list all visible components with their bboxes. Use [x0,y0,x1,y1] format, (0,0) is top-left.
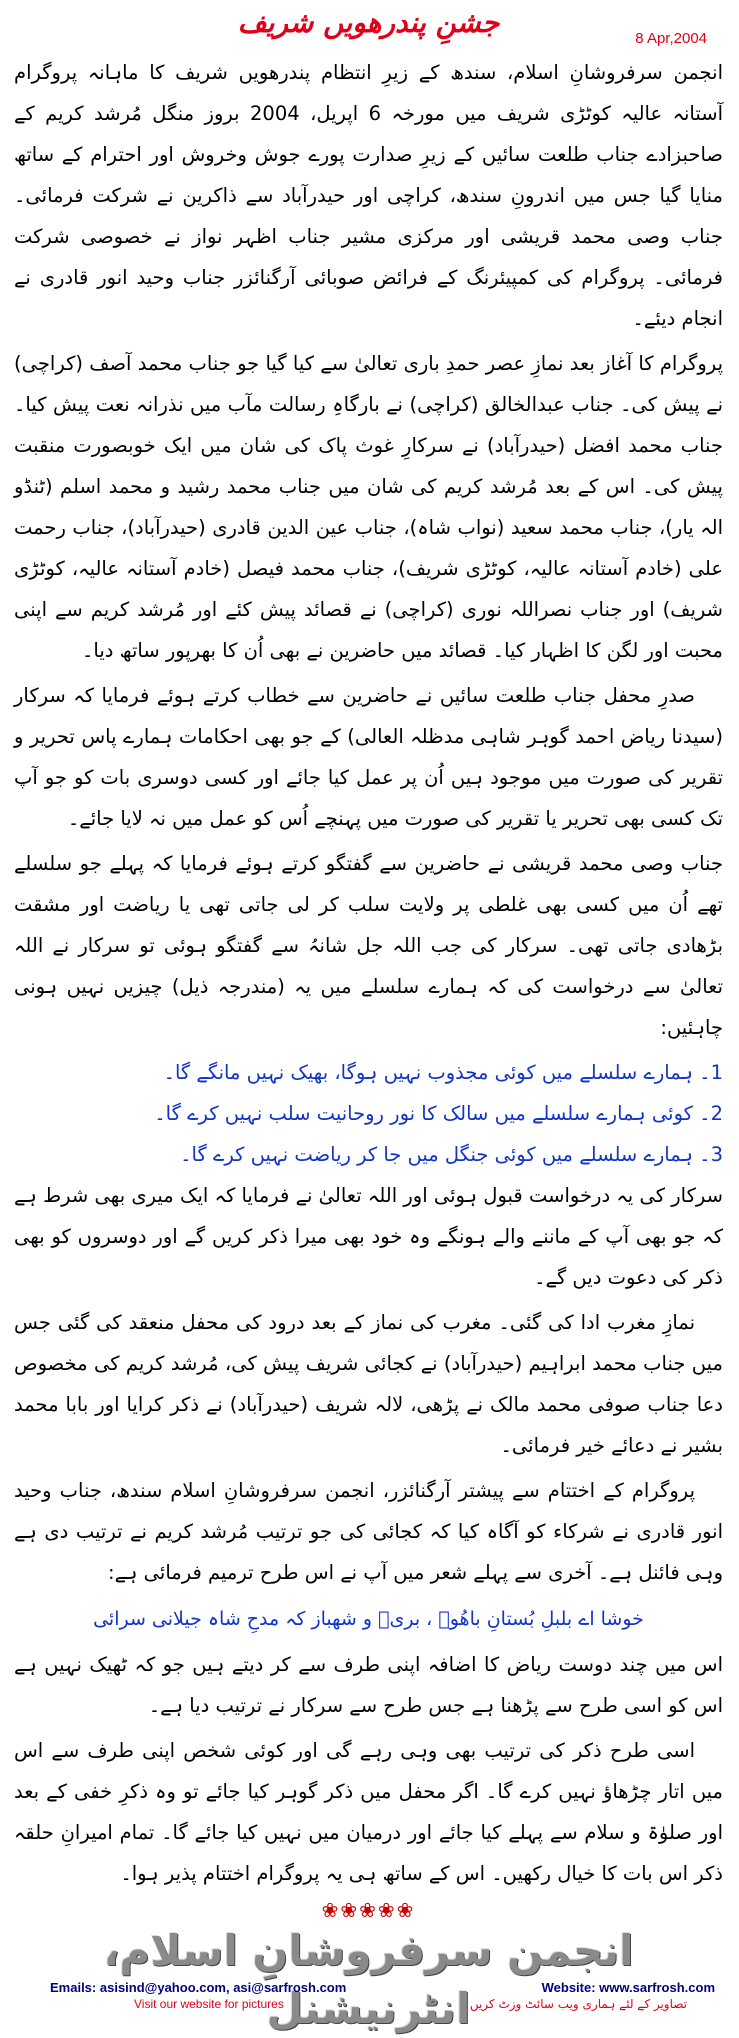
flower-divider-icon: ❀❀❀❀❀ [321,1898,416,1922]
article-date: 8 Apr,2004 [635,30,707,47]
paragraph: نمازِ مغرب ادا کی گئی۔ مغرب کی نماز کے بعد درود کی محفل منعقد کی گئی جس میں جناب محمد ابراہیم (حیدرآباد) نے کجائی شریف پیش کی، مُرشد کریم کی مخصوص دعا جناب صوفی محمد مالک نے پڑھی، لالہ شریف (حیدرآباد) نے ذکر کرایا اور بابا محمد بشیر نے دعائے خیر فرمائی۔ [14,1311,723,1457]
emails-label: Emails: [50,1980,97,1995]
list-item: 1۔ ہمارے سلسلے میں کوئی مجذوب نہیں ہوگا، بھیک نہیں مانگے گا۔ [163,1061,723,1084]
website [542,1980,715,1995]
visit-link-ur[interactable]: تصاویر کے لئے ہماری ویب سائٹ وزٹ کریں [469,1997,687,2011]
emails-link[interactable]: asisind@yahoo.com, asi@sarfrosh.com [99,1980,347,1995]
article-body [14,52,723,1894]
page-title: جشنِ پندرھویں شریف [237,6,500,39]
visit-link-en[interactable]: Visit our website for pictures [134,1997,284,2011]
organization-name: انجمن سرفروشانِ اسلام، انٹرنیشنل [103,1926,634,2033]
paragraph: اس میں چند دوست ریاض کا اضافہ اپنی طرف سے کر دیتے ہیں جو کہ ٹھیک نہیں ہے اس کو اسی طرح سے پڑھنا ہے جس طرح سے سرکار نے ترتیب دیا ہے۔ [14,1653,723,1717]
conditions-list [14,1052,723,1175]
website-label: Website: [541,1980,596,1995]
paragraph: انجمن سرفروشانِ اسلام، سندھ کے زیرِ انتظام پندرھویں شریف کا ماہانہ پروگرام آستانہ عالیہ کوٹڑی شریف میں مورخہ 6 اپریل، 2004 بروز منگل مُرشد کریم کے صاحبزادے جناب طلعت سائیں کے زیرِ صدارت پورے جوش وخروش اور احترام کے ساتھ منایا گیا جس میں اندرونِ سندھ، کراچی اور حیدرآباد سے ذاکرین نے شرکت فرمائی۔ جناب وصی محمد قریشی اور مرکزی مشیر جناب اظہر نواز نے خصوصی شرکت فرمائی۔ پروگرام کی کمپیئرنگ کے فرائض صوبائی آرگنائزر جناب وحید انور قادری نے انجام دیئے۔ [14,61,723,330]
header [14,0,723,52]
list-item: 3۔ ہمارے سلسلے میں کوئی جنگل میں جا کر ریاضت نہیں کرے گا۔ [180,1143,723,1166]
emails [50,1980,346,1995]
paragraph: اسی طرح ذکر کی ترتیب بھی وہی رہے گی اور کوئی شخص اپنی طرف سے اس میں اتار چڑھاؤ نہیں کرے گا۔ اگر محفل میں ذکر گوہر کیا جائے تو وہ ذکرِ خفی کے بعد اور صلوٰۃ و سلام سے پہلے کیا جائے اور درمیان میں نہیں کیا جائے گا۔ تمام امیرانِ حلقہ ذکر اس بات کا خیال رکھیں۔ اس کے ساتھ ہی یہ پروگرام اختتام پذیر ہوا۔ [14,1739,723,1885]
paragraph: صدرِ محفل جناب طلعت سائیں نے حاضرین سے خطاب کرتے ہوئے فرمایا کہ سرکار (سیدنا ریاض احمد گوہر شاہی مدظلہ العالی) کے جو بھی احکامات ہمارے پاس تحریر و تقریر کی صورت میں موجود ہیں اُن پر عمل کیا جائے اور کسی دوسری بات کو جو آپ تک کسی بھی تحریر یا تقریر کی صورت میں پہنچے اُس کو عمل میں نہ لایا جائے۔ [14,684,723,830]
website-link[interactable]: www.sarfrosh.com [599,1980,715,1995]
paragraph: جناب وصی محمد قریشی نے حاضرین سے گفتگو کرتے ہوئے فرمایا کہ پہلے جو سلسلے تھے اُن میں کسی بھی غلطی پر ولایت سلب کر لی جاتی تھی یا ریاضت اور مشقت بڑھادی جاتی تھی۔ سرکار کی جب اللہ جل شانہُ سے گفتگو ہوئی تو سرکار نے اللہ تعالیٰ سے درخواست کی کہ ہمارے سلسلے میں یہ (مندرجہ ذیل) چیزیں نہیں ہونی چاہئیں: [14,852,723,1039]
paragraph: سرکار کی یہ درخواست قبول ہوئی اور اللہ تعالیٰ نے فرمایا کہ ایک میری بھی شرط ہے کہ جو بھی آپ کے ماننے والے ہونگے وہ خود بھی میرا ذکر کریں گے اور دوسروں کو بھی ذکر کی دعوت دیں گے۔ [14,1184,723,1289]
paragraph: پروگرام کے اختتام سے پیشتر آرگنائزر، انجمن سرفروشانِ اسلام سندھ، جناب وحید انور قادری نے شرکاء کو آگاہ کیا کہ کجائی کی جو ترتیب مُرشد کریم نے ترتیب دی ہے وہی فائنل ہے۔ آخری سے پہلے شعر میں آپ نے اس طرح ترمیم فرمائی ہے: [14,1479,723,1584]
list-item: 2۔ کوئی ہمارے سلسلے میں سالک کا نور روحانیت سلب نہیں کرے گا۔ [154,1102,723,1125]
paragraph: پروگرام کا آغاز بعد نمازِ عصر حمدِ باری تعالیٰ سے کیا گیا جو جناب محمد آصف (کراچی) نے پیش کی۔ جناب عبدالخالق (کراچی) نے بارگاہِ رسالت مآب میں نذرانہ نعت پیش کیا۔ جناب محمد افضل (حیدرآباد) نے سرکارِ غوث پاک کی شان میں ایک خوبصورت منقبت پیش کی۔ اس کے بعد مُرشد کریم کی شان میں جناب محمد رشید و محمد اسلم (ٹنڈو الہ یار)، جناب محمد سعید (نواب شاہ)، جناب عین الدین قادری (حیدرآباد)، جناب رحمت علی (خادم آستانہ عالیہ، کوٹڑی شریف)، جناب محمد فیصل (خادم آستانہ عالیہ، کوٹڑی شریف) اور جناب نصراللہ نوری (کراچی) نے قصائد پیش کئے اور مُرشد کریم سے اپنی محبت اور لگن کا اظہار کیا۔ قصائد میں حاضرین نے بھی اُن کا بھرپور ساتھ دیا۔ [14,352,723,662]
poem-verse: خوشا اے بلبلِ بُستانِ باھُوؒ ، بریؒ و شھباز کہ مدحِ شاہ جیلانی سرائی [93,1608,644,1630]
